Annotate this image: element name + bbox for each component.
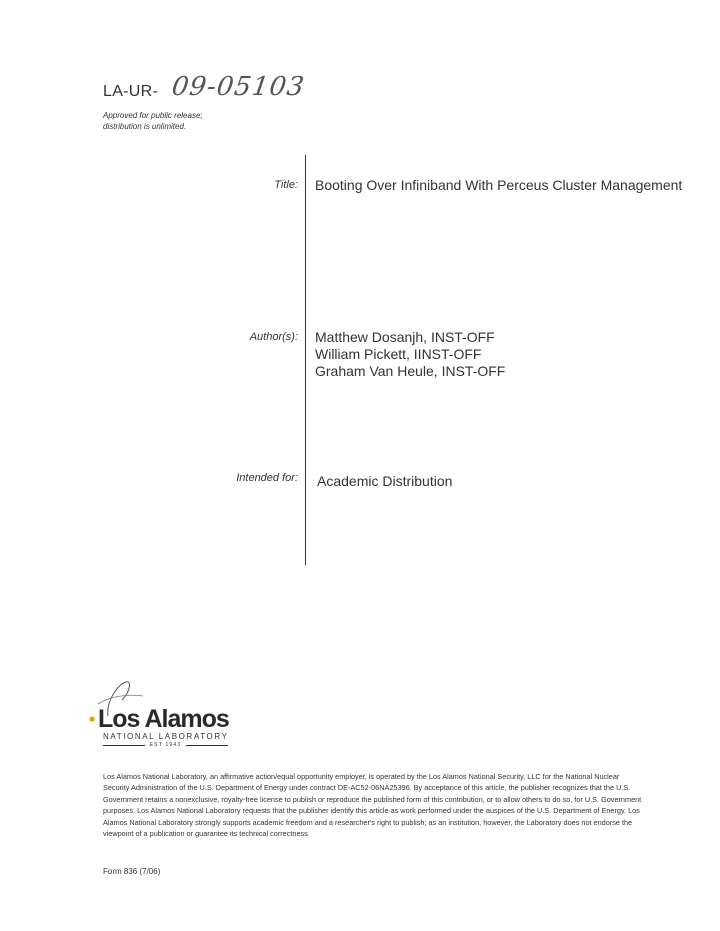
logo-subtitle: NATIONAL LABORATORY: [103, 732, 229, 741]
author-item: William Pickett, IINST-OFF: [315, 346, 482, 362]
disclaimer-text: Los Alamos National Laboratory, an affirmative action/equal opportunity employer, is operated by the Los Alamos National Security, LLC for the National Nuclear Security Administration of the U.S. Department of Energy under contract DE-AC52-06NA25396. By acceptance of this article, the publisher recognizes that the U.S. Government retains a nonexclusive, royalty-free license to publish or reproduce the published form of this contribution, or to allow others to do so, for U.S. Government purposes. Los Alamos National Laboratory requests that the publisher identify this article as work performed under the auspices of the U.S. Department of Energy. Los Alamos National Laboratory strongly supports academic freedom and a researcher's right to publish; as an institution, however, the Laboratory does not endorse the viewpoint of a publication or guarantee its technical correctness.: [103, 772, 642, 839]
author-item: Matthew Dosanjh, INST-OFF: [315, 329, 495, 345]
author-item: Graham Van Heule, INST-OFF: [315, 363, 506, 379]
intended-value: Academic Distribution: [317, 473, 453, 489]
field-divider: [305, 155, 306, 565]
established-text: EST 1943: [149, 742, 182, 748]
logo-wordmark: Los Alamos: [98, 705, 229, 733]
approval-statement: [103, 110, 203, 132]
report-prefix: LA-UR-: [103, 83, 159, 100]
report-number-handwritten: 09-05103: [169, 72, 307, 102]
title-label: Title:: [274, 179, 298, 191]
approval-line: Approved for public release;: [103, 111, 203, 120]
approval-line: distribution is unlimited.: [103, 122, 187, 131]
document-title: Booting Over Infiniband With Perceus Cluster Management: [315, 177, 683, 193]
form-id: Form 836 (7/06): [103, 867, 161, 876]
intended-label: Intended for:: [236, 472, 298, 484]
logo-established: [103, 742, 228, 748]
authors-label: Author(s):: [249, 331, 298, 343]
authors-list: [315, 329, 505, 380]
